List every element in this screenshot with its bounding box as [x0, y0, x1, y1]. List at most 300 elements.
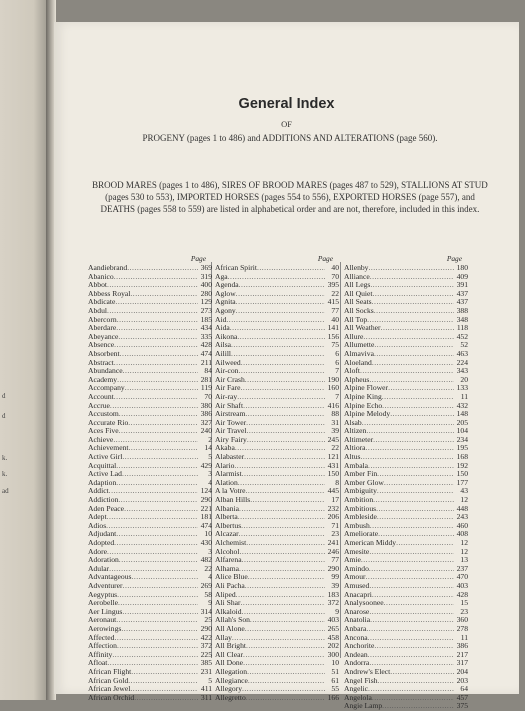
leader-dots: [372, 290, 454, 299]
entry-name: Ailill: [215, 348, 232, 358]
entry-page: 52: [460, 340, 468, 350]
entry-page: 8: [335, 477, 339, 487]
entry-page: 391: [456, 280, 468, 290]
leader-dots: [226, 316, 325, 325]
entry-page: 211: [200, 357, 212, 367]
leader-dots: [246, 487, 325, 496]
leader-dots: [245, 625, 325, 634]
entry-page: 118: [456, 323, 468, 333]
entry-page: 448: [456, 503, 468, 513]
entry-name: Aces Five: [88, 426, 119, 436]
entry-page: 369: [200, 263, 212, 272]
leader-dots: [122, 453, 198, 462]
leader-dots: [370, 616, 454, 625]
leader-dots: [106, 522, 198, 531]
entry-name: Aer Lingus: [88, 606, 123, 616]
entry-page: 55: [331, 684, 339, 694]
leader-dots: [381, 324, 454, 333]
entry-name: Accrue: [88, 400, 110, 410]
index-column-3: [344, 255, 468, 711]
entry-name: Amber Fin: [344, 469, 378, 479]
entry-name: Amesite: [344, 546, 370, 556]
entry-page: 12: [460, 546, 468, 556]
entry-name: Anbara: [344, 623, 367, 633]
entry-name: Alliance: [344, 271, 370, 281]
entry-name: Aden Peace: [88, 503, 125, 513]
entry-name: Anacapri: [344, 589, 372, 599]
entry-page: 9: [208, 598, 212, 608]
entry-page: 290: [200, 495, 212, 505]
leader-dots: [376, 505, 454, 514]
leader-dots: [366, 427, 454, 436]
entry-page: 148: [456, 409, 468, 419]
entry-page: 12: [460, 495, 468, 505]
entry-page: 40: [331, 263, 339, 272]
entry-page: 482: [200, 555, 212, 565]
leader-dots: [128, 419, 198, 428]
entry-page: 58: [204, 589, 212, 599]
leader-dots: [236, 290, 325, 299]
entry-name: African Orchid: [88, 692, 135, 702]
leader-dots: [241, 384, 325, 393]
entry-page: 88: [331, 409, 339, 419]
index-entry: [344, 410, 468, 419]
entry-page: 240: [200, 426, 212, 436]
entry-page: 4: [208, 572, 212, 582]
leader-dots: [361, 556, 454, 565]
entry-name: Aid: [215, 314, 227, 324]
entry-name: Aliped: [215, 589, 236, 599]
entry-name: Air Fare: [215, 383, 241, 393]
entry-name: Ailsa: [215, 340, 232, 350]
entry-name: Albertus: [215, 520, 242, 530]
entry-page: 430: [200, 538, 212, 547]
leader-dots: [377, 470, 454, 479]
entry-page: 15: [460, 598, 468, 608]
entry-name: Acquittal: [88, 460, 117, 470]
entry-page: 273: [200, 305, 212, 315]
entry-page: 372: [327, 598, 339, 608]
leader-dots: [241, 359, 325, 368]
entry-name: Achieve: [88, 434, 114, 444]
entry-name: Addict: [88, 486, 109, 496]
entry-page: 104: [456, 426, 468, 436]
entry-name: Abdul: [88, 305, 107, 315]
index-entry: [344, 444, 468, 453]
entry-name: Allegation: [215, 666, 248, 676]
entry-name: Accompany: [88, 383, 125, 393]
left-page-fragment: ad: [2, 487, 9, 495]
entry-page: 360: [456, 615, 468, 625]
entry-page: 385: [200, 658, 212, 668]
entry-page: 463: [456, 348, 468, 358]
entry-page: 75: [331, 340, 339, 350]
entry-page: 77: [331, 305, 339, 315]
leader-dots: [116, 324, 198, 333]
leader-dots: [370, 273, 454, 282]
leader-dots: [245, 410, 325, 419]
entry-name: Abbess Royal: [88, 288, 131, 298]
entry-name: Affection: [88, 641, 117, 651]
entry-page: 5: [208, 452, 212, 462]
entry-name: Alarmist: [215, 469, 242, 479]
entry-page: 133: [456, 383, 468, 393]
leader-dots: [257, 264, 325, 273]
entry-name: Allenby: [344, 263, 369, 272]
entry-page: 415: [327, 297, 339, 307]
entry-name: Academy: [88, 374, 118, 384]
leader-dots: [378, 677, 454, 686]
leader-dots: [117, 316, 198, 325]
entry-name: Agony: [215, 305, 236, 315]
entry-page: 43: [460, 486, 468, 496]
entry-page: 269: [200, 580, 212, 590]
leader-dots: [242, 685, 325, 694]
entry-name: Alban Hills: [215, 495, 251, 505]
entry-name: Alkaloid: [215, 606, 242, 616]
leader-dots: [366, 625, 454, 634]
leader-dots: [109, 487, 198, 496]
entry-name: Ameliorate: [344, 529, 379, 539]
entry-name: Ancona: [344, 632, 368, 642]
entry-name: Aberdare: [88, 323, 117, 333]
entry-name: African Gold: [88, 675, 129, 685]
entry-name: Adept: [88, 512, 107, 522]
entry-page: 437: [456, 288, 468, 298]
leader-dots: [110, 402, 198, 411]
entry-page: 10: [331, 658, 339, 668]
entry-page: 375: [456, 701, 468, 711]
entry-name: Aikona: [215, 331, 238, 341]
leader-dots: [382, 402, 454, 411]
index-entry: [215, 264, 339, 273]
leader-dots: [362, 419, 454, 428]
entry-page: 232: [327, 503, 339, 513]
entry-page: 281: [200, 374, 212, 384]
entry-name: Alpine King: [344, 391, 382, 401]
leader-dots: [124, 505, 198, 514]
leader-dots: [247, 668, 325, 677]
left-page-edge: [0, 0, 48, 700]
entry-page: 25: [204, 615, 212, 625]
entry-page: 428: [200, 340, 212, 350]
entry-page: 403: [456, 580, 468, 590]
leader-dots: [114, 634, 198, 643]
entry-page: 13: [460, 555, 468, 565]
exclusion-note: BROOD MARES (pages 1 to 486), SIRES OF BROOD MARES (pages 487 to 529), STALLIONS AT STUD (pages 530 to 553), IMPORTED HORSES (pages 554 to 556), EXPORTED HORSES (page 557), and DEATHS (pages 558 to 559) are listed in alphabetical order and are not, therefore, included in this index.: [92, 180, 488, 214]
entry-page: 204: [456, 666, 468, 676]
leader-dots: [119, 410, 198, 419]
entry-name: Active Girl: [88, 452, 123, 462]
entry-page: 460: [456, 520, 468, 530]
entry-name: All Top: [344, 314, 368, 324]
entry-page: 431: [327, 460, 339, 470]
leader-dots: [130, 290, 198, 299]
entry-name: Ambleside: [344, 512, 377, 522]
entry-page: 470: [456, 572, 468, 582]
entry-page: 348: [456, 314, 468, 324]
leader-dots: [241, 522, 325, 531]
entry-page: 192: [456, 460, 468, 470]
entry-page: 434: [200, 323, 212, 333]
entry-name: Analysoonee: [344, 598, 384, 608]
entry-name: Active Lad: [88, 469, 122, 479]
leader-dots: [119, 427, 198, 436]
leader-dots: [112, 651, 198, 660]
index-entry: [88, 513, 212, 522]
entry-page: 84: [204, 366, 212, 376]
leader-dots: [377, 513, 454, 522]
entry-name: Allegiance: [215, 675, 248, 685]
page-title: General Index: [238, 96, 335, 112]
entry-page: 160: [327, 383, 339, 393]
leader-dots: [230, 324, 325, 333]
entry-page: 23: [460, 606, 468, 616]
entry-page: 124: [200, 486, 212, 496]
entry-page: 10: [204, 529, 212, 539]
index-entry: [344, 359, 468, 368]
entry-page: 335: [200, 331, 212, 341]
leader-dots: [120, 350, 198, 359]
leader-dots: [107, 513, 198, 522]
left-page-fragment: k.: [2, 470, 8, 478]
entry-name: Aglow: [215, 288, 236, 298]
column-divider: [340, 262, 341, 658]
entry-page: 290: [327, 563, 339, 573]
leader-dots: [236, 591, 325, 600]
leader-dots: [123, 582, 198, 591]
entry-name: Alhama: [215, 563, 240, 573]
entry-name: All Weather: [344, 323, 381, 333]
entry-page: 245: [327, 434, 339, 444]
entry-page: 168: [456, 452, 468, 462]
index-column-1: [88, 255, 212, 702]
leader-dots: [390, 410, 454, 419]
entry-page: 11: [460, 632, 468, 642]
entry-page: 3: [208, 469, 212, 479]
leader-dots: [382, 393, 454, 402]
entry-page: 217: [456, 649, 468, 659]
entry-page: 224: [456, 357, 468, 367]
entry-page: 457: [456, 692, 468, 702]
entry-page: 474: [200, 520, 212, 530]
entry-page: 2: [208, 434, 212, 444]
entry-page: 311: [200, 692, 212, 702]
leader-dots: [115, 298, 198, 307]
entry-page: 205: [456, 417, 468, 427]
leader-dots: [238, 513, 325, 522]
entry-page: 166: [327, 692, 339, 702]
entry-name: Aloeland: [344, 357, 372, 367]
leader-dots: [234, 462, 325, 471]
entry-name: Aerowings: [88, 623, 122, 633]
entry-name: Agnita: [215, 297, 236, 307]
leader-dots: [360, 453, 454, 462]
entry-page: 129: [200, 297, 212, 307]
entry-page: 195: [456, 443, 468, 453]
entry-page: 372: [200, 641, 212, 651]
leader-dots: [245, 582, 325, 591]
entry-name: Allegory: [215, 684, 242, 694]
entry-name: Abeyance: [88, 331, 119, 341]
entry-page: 203: [456, 675, 468, 685]
entry-name: Ambitious: [344, 503, 377, 513]
entry-name: Amindo: [344, 563, 369, 573]
entry-page: 474: [200, 348, 212, 358]
entry-name: All Alone: [215, 623, 245, 633]
entry-name: Affinity: [88, 649, 113, 659]
entry-name: All Clear: [215, 649, 244, 659]
entry-name: Absence: [88, 340, 115, 350]
entry-name: Absorbent: [88, 348, 120, 358]
entry-name: Account: [88, 391, 114, 401]
index-entry: [88, 694, 212, 703]
progeny-subtitle: PROGENY (pages 1 to 486) and ADDITIONS AND ALTERATIONS (page 560).: [142, 133, 438, 143]
leader-dots: [369, 548, 454, 557]
entry-name: Ali Pacha: [215, 580, 245, 590]
leader-dots: [119, 556, 198, 565]
entry-page: 20: [460, 374, 468, 384]
entry-name: Ambition: [344, 495, 374, 505]
entry-page: 177: [456, 477, 468, 487]
entry-page: 403: [327, 615, 339, 625]
entry-name: Adular: [88, 563, 110, 573]
entry-name: Anchorite: [344, 641, 375, 651]
entry-page: 121: [327, 452, 339, 462]
leader-dots: [243, 651, 325, 660]
entry-page: 156: [327, 331, 339, 341]
entry-page: 185: [200, 314, 212, 324]
entry-page: 234: [456, 434, 468, 444]
leader-dots: [122, 608, 198, 617]
entry-name: Air-con: [215, 366, 239, 376]
entry-name: Allegretto: [215, 692, 246, 702]
entry-page: 9: [335, 606, 339, 616]
index-entry: [215, 625, 339, 634]
entry-name: Amie: [344, 555, 361, 565]
leader-dots: [118, 599, 198, 608]
entry-name: Adopted: [88, 538, 115, 547]
entry-page: 317: [456, 658, 468, 668]
entry-name: Aandiebrand: [88, 263, 128, 272]
leader-dots: [246, 419, 325, 428]
entry-name: Allay: [215, 632, 232, 642]
leader-dots: [370, 281, 454, 290]
entry-page: 12: [460, 538, 468, 547]
leader-dots: [368, 634, 454, 643]
entry-name: Angel Fish: [344, 675, 378, 685]
leader-dots: [114, 393, 198, 402]
entry-name: Air Travel: [215, 426, 247, 436]
entry-page: 206: [327, 512, 339, 522]
entry-name: Abstract: [88, 357, 114, 367]
leader-dots: [235, 444, 325, 453]
left-page-fragment: d: [2, 392, 6, 400]
leader-dots: [366, 573, 454, 582]
entry-name: Accurate Rio: [88, 417, 129, 427]
entry-name: Alcazar: [215, 529, 239, 539]
leader-dots: [248, 677, 325, 686]
entry-name: Abundance: [88, 366, 123, 376]
entry-name: All Socks: [344, 305, 374, 315]
leader-dots: [372, 591, 454, 600]
entry-name: Adios: [88, 520, 107, 530]
entry-name: Alchemist: [215, 538, 247, 547]
leader-dots: [237, 333, 325, 342]
leader-dots: [382, 702, 454, 711]
entry-name: Allure: [344, 331, 364, 341]
leader-dots: [231, 350, 325, 359]
entry-name: Air Shaft: [215, 400, 244, 410]
entry-name: Alario: [215, 460, 235, 470]
entry-page: 51: [331, 666, 339, 676]
entry-name: Abbot: [88, 280, 107, 290]
entry-name: Abanico: [88, 271, 114, 281]
leader-dots: [116, 616, 198, 625]
leader-dots: [390, 668, 454, 677]
entry-page: 458: [327, 632, 339, 642]
entry-page: 380: [200, 400, 212, 410]
index-entry: [215, 316, 339, 325]
page-column-heading: Page: [317, 254, 333, 263]
entry-page: 343: [456, 366, 468, 376]
entry-name: Accustom: [88, 409, 119, 419]
entry-page: 202: [327, 641, 339, 651]
entry-name: Altimeter: [344, 434, 374, 444]
index-entry: [344, 548, 468, 557]
leader-dots: [134, 694, 198, 703]
leader-dots: [117, 642, 198, 651]
entry-page: 445: [327, 486, 339, 496]
entry-page: 190: [327, 374, 339, 384]
entry-page: 290: [200, 623, 212, 633]
leader-dots: [372, 359, 454, 368]
leader-dots: [125, 384, 198, 393]
entry-name: Amber Glow: [344, 477, 384, 487]
leader-dots: [241, 599, 325, 608]
entry-name: Albania: [215, 503, 240, 513]
entry-page: 150: [327, 469, 339, 479]
entry-page: 411: [200, 684, 212, 694]
entry-name: Angie Lamp: [344, 701, 383, 711]
leader-dots: [368, 462, 454, 471]
entry-name: Angelola: [344, 692, 372, 702]
entry-page: 71: [331, 520, 339, 530]
entry-name: Achievement: [88, 443, 129, 453]
leader-dots: [114, 273, 198, 282]
of-line: OF: [281, 119, 292, 129]
leader-dots: [370, 522, 454, 531]
leader-dots: [118, 333, 198, 342]
leader-dots: [118, 496, 198, 505]
leader-dots: [239, 505, 325, 514]
leader-dots: [372, 298, 454, 307]
entry-page: 327: [200, 417, 212, 427]
leader-dots: [239, 565, 325, 574]
leader-dots: [243, 402, 325, 411]
entry-page: 31: [331, 417, 339, 427]
entry-name: Altizen: [344, 426, 367, 436]
entry-page: 388: [456, 305, 468, 315]
leader-dots: [246, 539, 325, 548]
leader-dots: [368, 651, 454, 660]
leader-dots: [373, 436, 454, 445]
entry-name: Ambiguity: [344, 486, 377, 496]
leader-dots: [369, 582, 454, 591]
entry-page: 231: [200, 666, 212, 676]
entry-name: Akaba: [215, 443, 235, 453]
index-page: [54, 22, 519, 711]
